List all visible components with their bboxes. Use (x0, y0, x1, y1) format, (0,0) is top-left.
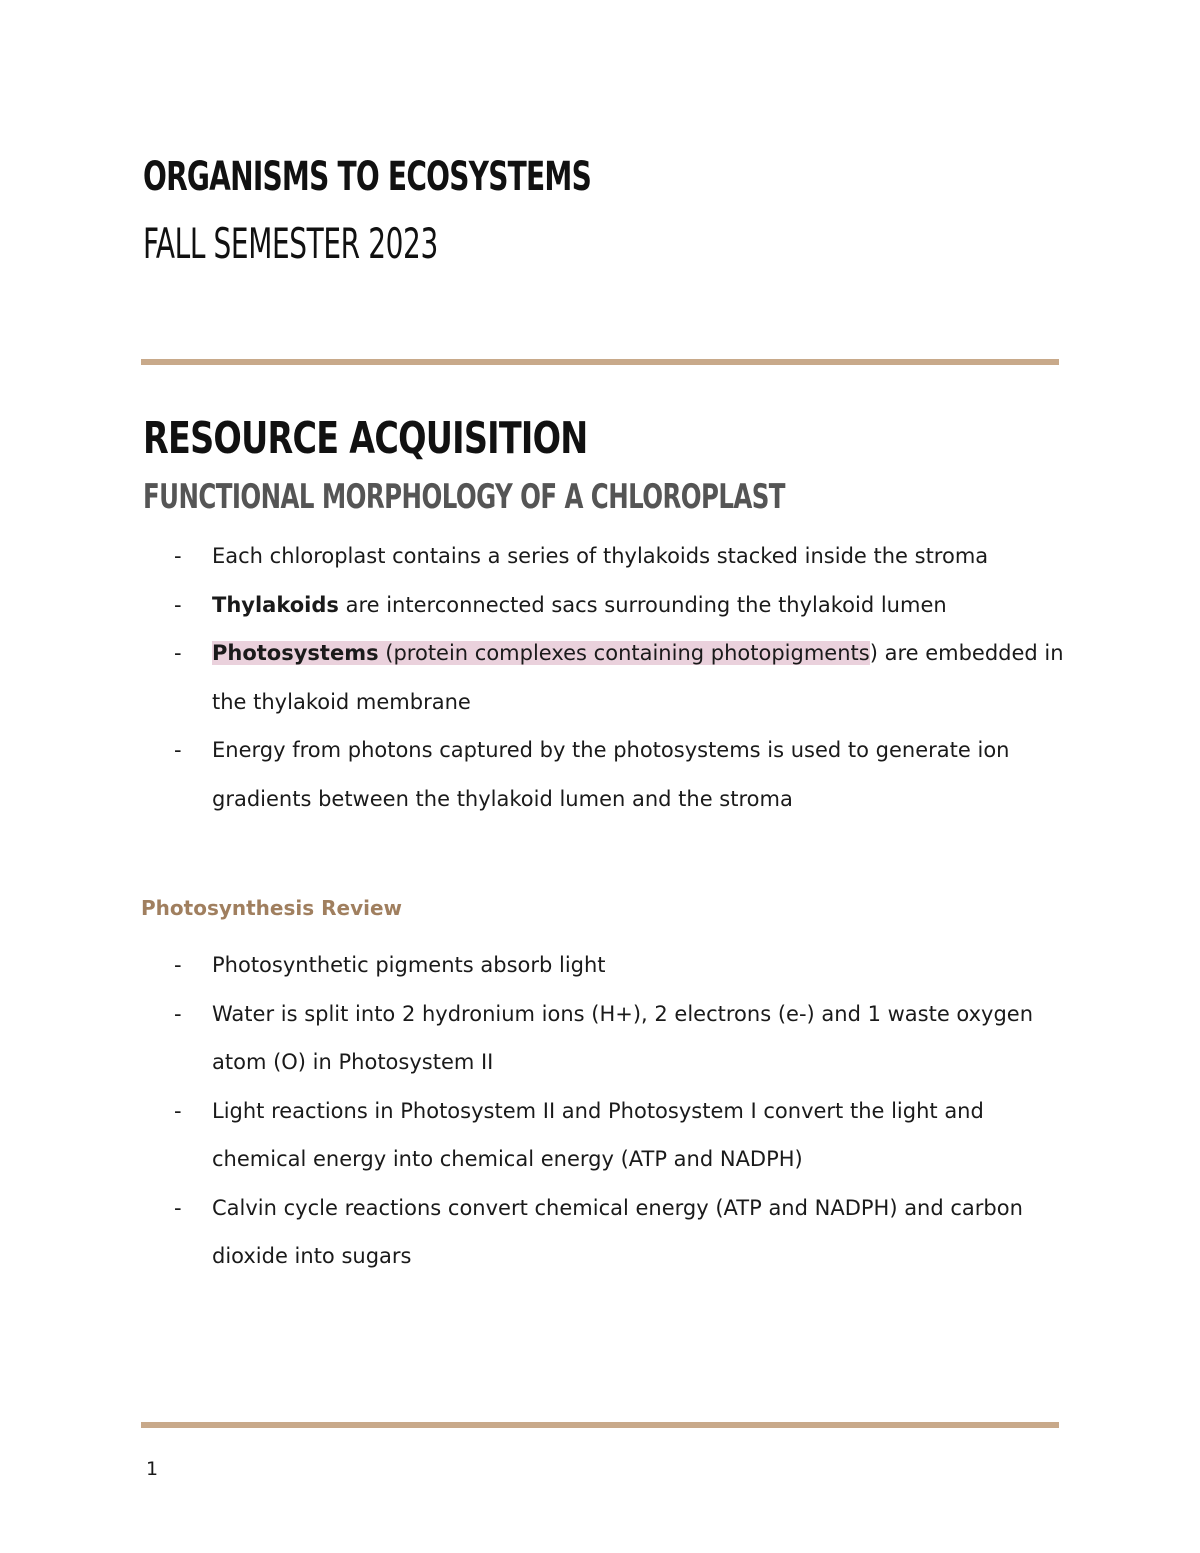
list-item (174, 1184, 1074, 1281)
divider-bottom (141, 1422, 1059, 1428)
list-item (174, 726, 1074, 823)
bullet-text: Light reactions in Photosystem II and Photosystem I convert the light and chemical energy into chemical energy (ATP and NADPH) (212, 1098, 984, 1171)
bullet-text: Energy from photons captured by the photosystems is used to generate ion gradients between the thylakoid lumen and the stroma (212, 738, 1010, 811)
bullet-marker: - (174, 738, 182, 762)
bold-term: Thylakoids (212, 592, 339, 617)
highlight-text: (protein complexes containing photopigments (378, 641, 870, 665)
bullet-marker: - (174, 1098, 182, 1123)
document-title: ORGANISMS TO ECOSYSTEMS (143, 154, 592, 200)
bullet-marker: - (174, 641, 182, 665)
bullet-marker: - (174, 1001, 182, 1026)
list-item (174, 581, 1074, 630)
section-heading: RESOURCE ACQUISITION (143, 413, 588, 464)
bullet-text: Each chloroplast contains a series of thylakoids stacked inside the stroma (212, 544, 989, 568)
bullet-text: Calvin cycle reactions convert chemical energy (ATP and NADPH) and carbon dioxide into sugars (212, 1195, 1023, 1268)
bullet-text: are interconnected sacs surrounding the thylakoid lumen (338, 592, 947, 617)
list-item (174, 1087, 1074, 1184)
bullet-marker: - (174, 1195, 182, 1220)
page-number: 1 (146, 1458, 159, 1480)
list-item (174, 532, 1074, 581)
list-item (174, 629, 1074, 726)
document-subtitle: FALL SEMESTER 2023 (143, 219, 438, 268)
bullet-marker: - (174, 544, 182, 568)
bullet-text: Photosynthetic pigments absorb light (212, 953, 606, 977)
bullet-marker: - (174, 953, 182, 977)
divider-top (141, 359, 1059, 365)
chloroplast-bullet-list (174, 532, 1074, 823)
bullet-text: Water is split into 2 hydronium ions (H+), 2 electrons (e-) and 1 waste oxygen atom (O) in Photosystem II (212, 1001, 1034, 1074)
list-item (174, 990, 1074, 1087)
bold-term: Photosystems (212, 641, 379, 665)
section-subheading: FUNCTIONAL MORPHOLOGY OF A CHLOROPLAST (143, 477, 785, 517)
highlighted-text (212, 641, 870, 665)
review-bullet-list (174, 941, 1074, 1281)
bullet-marker: - (174, 592, 182, 617)
review-heading: Photosynthesis Review (141, 896, 403, 920)
title-block (143, 150, 717, 272)
bullet-text: ) are embedded in the thylakoid membrane (212, 641, 1064, 714)
list-item (174, 941, 1074, 990)
